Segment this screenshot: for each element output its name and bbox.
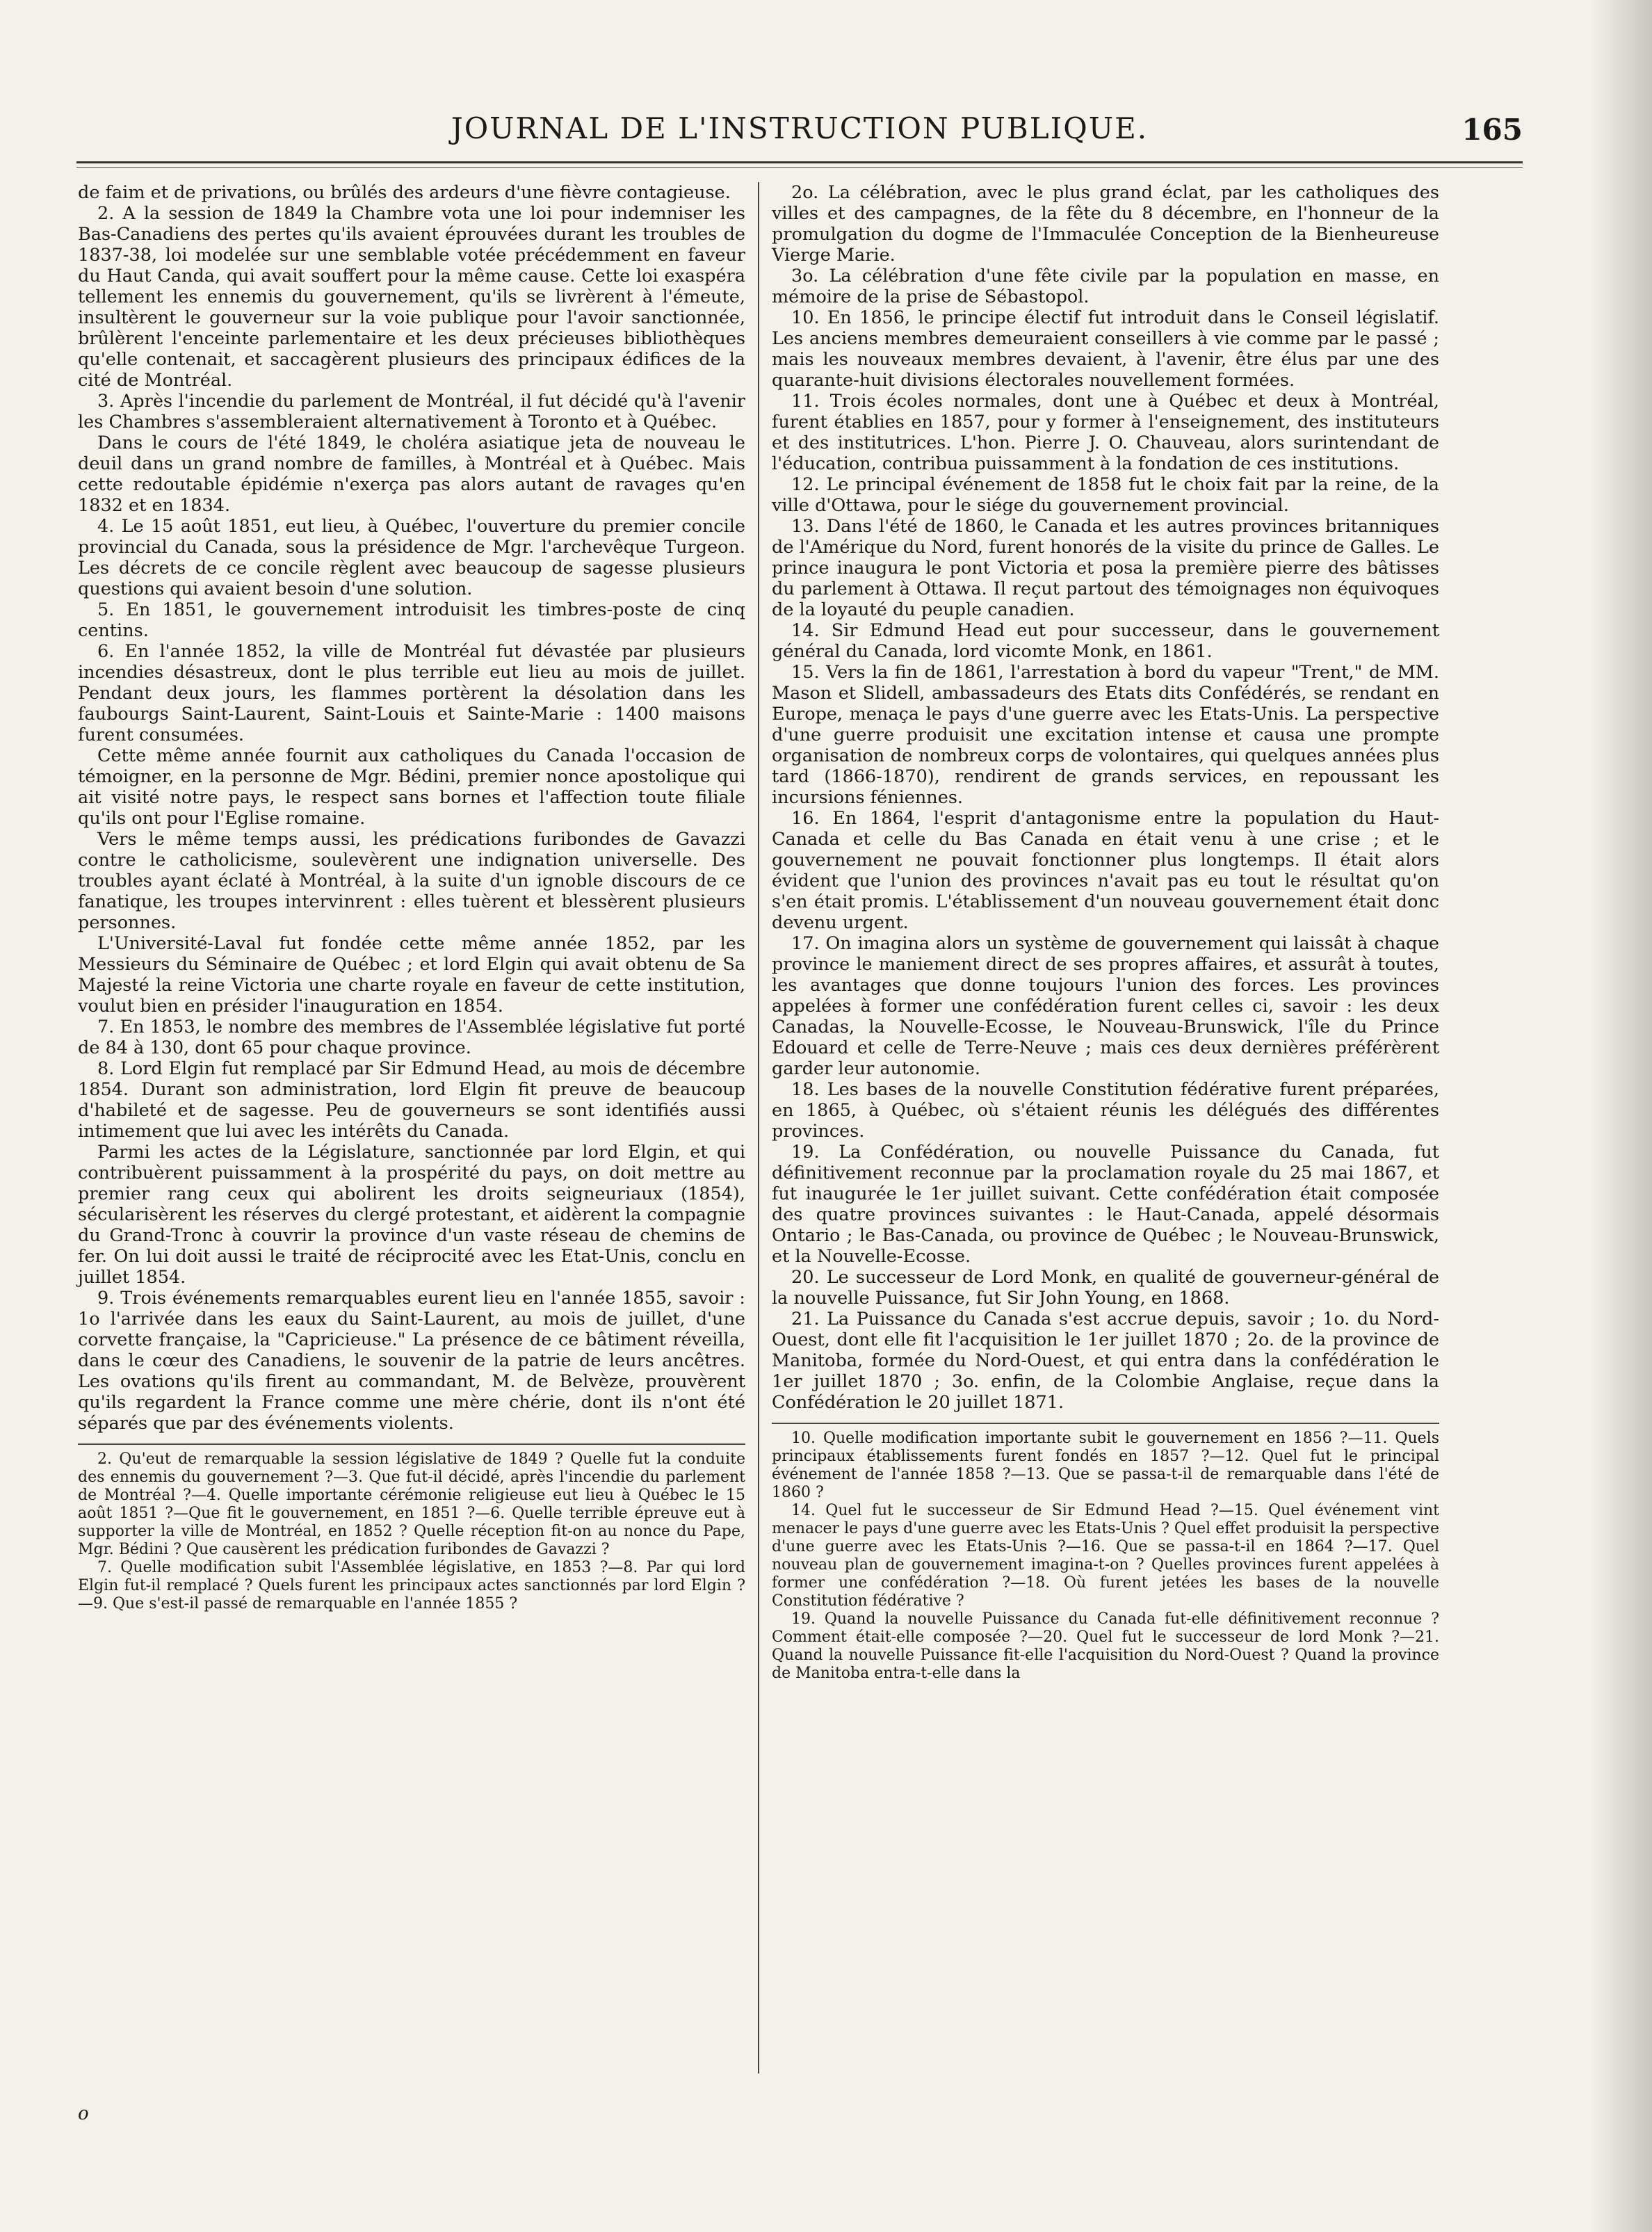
question-paragraph: 10. Quelle modification importante subit le gouvernement en 1856 ?—11. Quels principaux établissements furent fondés en 1857 ?—12. Quel fut le principal événement de l'année 1858 ?—13. Que se passa-t-il de remarquable dans l'été de 1860 ? [772,1430,1439,1501]
header-rule [76,161,1523,163]
question-paragraph: 14. Quel fut le successeur de Sir Edmund Head ?—15. Quel événement vint menacer le pays d'une guerre avec les Etats-Unis ? Quel effet produisit la perspective d'une guerre avec les Etats-Unis ?—16. Que se passa-t-il en 1864 ?—17. Quel nouveau plan de gouvernement imagina-t-on ? Quelles provinces furent appelées à former une confédération ?—18. Où furent jetées les bases de la nouvelle Constitution fédérative ? [772,1502,1439,1610]
paragraph: 15. Vers la fin de 1861, l'arrestation à bord du vapeur "Trent," de MM. Mason et Slidell, ambassadeurs des Etats dits Confédérés, se rendant en Europe, menaça le pays d'une guerre avec les Etats-Unis. La perspective d'une guerre produisit une excitation intense et causa une prompte organisation de nombreux corps de volontaires, qui quelques années plus tard (1866-1870), rendirent de grands services, en repoussant les incursions féniennes. [772,662,1439,808]
questions-block [772,1430,1439,1683]
page-edge-shadow [1589,0,1652,2232]
left-column [78,182,745,1613]
paragraph: 3o. La célébration d'une fête civile par la population en masse, en mémoire de la prise de Sébastopol. [772,266,1439,307]
paragraph: 16. En 1864, l'esprit d'antagonisme entre la population du Haut-Canada et celle du Bas Canada en était venu à une crise ; et le gouvernement ne pouvait fonctionner plus longtemps. Il était alors évident que l'union des provinces n'avait pas eu tout le résultat qu'on s'en était promis. L'établissement d'un nouveau gouvernement était donc devenu urgent. [772,808,1439,933]
journal-title: JOURNAL DE L'INSTRUCTION PUBLIQUE. [451,111,1149,145]
paragraph: Dans le cours de l'été 1849, le choléra asiatique jeta de nouveau le deuil dans un grand nombre de familles, à Montréal et à Québec. Mais cette redoutable épidémie n'exerça pas alors autant de ravages qu'en 1832 et en 1834. [78,432,745,516]
questions-block [78,1450,745,1613]
paragraph: 4. Le 15 août 1851, eut lieu, à Québec, l'ouverture du premier concile provincial du Canada, sous la présidence de Mgr. l'archevêque Turgeon. Les décrets de ce concile règlent avec beaucoup de sagesse plusieurs questions qui avaient besoin d'une solution. [78,516,745,599]
paragraph: Parmi les actes de la Législature, sanctionnée par lord Elgin, et qui contribuèrent puissamment à la prospérité du pays, on doit mettre au premier rang ceux qui abolirent les droits seigneuriaux (1854), sécularisèrent les réserves du clergé protestant, et aidèrent la compagnie du Grand-Tronc à couvrir la province d'un vaste réseau de chemins de fer. On lui doit aussi le traité de réciprocité avec les Etat-Unis, conclu en juillet 1854. [78,1142,745,1288]
page-header [76,111,1523,153]
paragraph: Vers le même temps aussi, les prédications furibondes de Gavazzi contre le catholicisme, soulevèrent une indignation universelle. Des troubles ayant éclaté à Montréal, à la suite d'un ignoble discours de ce fanatique, les troupes intervinrent : elles tuèrent et blessèrent plusieurs personnes. [78,829,745,933]
paragraph: 10. En 1856, le principe électif fut introduit dans le Conseil législatif. Les anciens membres demeuraient conseillers à vie comme par le passé ; mais les nouveaux membres devaient, à l'avenir, être élus par une des quarante-huit divisions électorales nouvellement formées. [772,307,1439,391]
paragraph: 11. Trois écoles normales, dont une à Québec et deux à Montréal, furent établies en 1857, pour y former à l'enseignement, des instituteurs et des institutrices. L'hon. Pierre J. O. Chauveau, alors surintendant de l'éducation, contribua puissamment à la fondation de ces institutions. [772,391,1439,474]
paragraph: 7. En 1853, le nombre des membres de l'Assemblée législative fut porté de 84 à 130, dont 65 pour chaque province. [78,1017,745,1058]
paragraph: L'Université-Laval fut fondée cette même année 1852, par les Messieurs du Séminaire de Québec ; et lord Elgin qui avait obtenu de Sa Majesté la reine Victoria une charte royale en faveur de cette institution, voulut bien en présider l'inauguration en 1854. [78,933,745,1017]
column-divider [758,182,759,2073]
question-paragraph: 2. Qu'eut de remarquable la session législative de 1849 ? Quelle fut la conduite des ennemis du gouvernement ?—3. Que fut-il décidé, après l'incendie du parlement de Montréal ?—4. Quelle importante cérémonie religieuse eut lieu à Québec le 15 août 1851 ?—Que fit le gouvernement, en 1851 ?—6. Quelle terrible épreuve eut à supporter la ville de Montréal, en 1852 ? Quelle réception fit-on au nonce du Pape, Mgr. Bédini ? Que causèrent les prédication furibondes de Gavazzi ? [78,1450,745,1558]
paragraph: 18. Les bases de la nouvelle Constitution fédérative furent préparées, en 1865, à Québec, où s'étaient réunis les délégués des différentes provinces. [772,1079,1439,1142]
paragraph: 13. Dans l'été de 1860, le Canada et les autres provinces britanniques de l'Amérique du Nord, furent honorés de la visite du prince de Galles. Le prince inaugura le pont Victoria et posa la première pierre des bâtisses du parlement à Ottawa. Il reçut partout des témoignages non équivoques de la loyauté du peuple canadien. [772,516,1439,620]
paragraph: 20. Le successeur de Lord Monk, en qualité de gouverneur-général de la nouvelle Puissance, fut Sir John Young, en 1868. [772,1267,1439,1309]
paragraph: 6. En l'année 1852, la ville de Montréal fut dévastée par plusieurs incendies désastreux, dont le plus terrible eut lieu au mois de juillet. Pendant deux jours, les flammes portèrent la désolation dans les faubourgs Saint-Laurent, Saint-Louis et Sainte-Marie : 1400 maisons furent consumées. [78,641,745,745]
question-paragraph: 19. Quand la nouvelle Puissance du Canada fut-elle définitivement reconnue ? Comment était-elle composée ?—20. Quel fut le successeur de lord Monk ?—21. Quand la nouvelle Puissance fit-elle l'acquisition du Nord-Ouest ? Quand la province de Manitoba entra-t-elle dans la [772,1610,1439,1682]
questions-rule [772,1423,1439,1424]
questions-rule [78,1443,745,1445]
paragraph: 8. Lord Elgin fut remplacé par Sir Edmund Head, au mois de décembre 1854. Durant son administration, lord Elgin fit preuve de beaucoup d'habileté et de sagesse. Peu de gouverneurs se sont identifiés aussi intimement que lui avec les intérêts du Canada. [78,1058,745,1142]
header-rule-thin [76,167,1523,168]
paragraph: 21. La Puissance du Canada s'est accrue depuis, savoir ; 1o. du Nord-Ouest, dont elle fit l'acquisition le 1er juillet 1870 ; 2o. de la province de Manitoba, formée du Nord-Ouest, et qui entra dans la confédération le 1er juillet 1870 ; 3o. enfin, de la Colombie Anglaise, reçue dans la Confédération le 20 juillet 1871. [772,1309,1439,1413]
paragraph: 5. En 1851, le gouvernement introduisit les timbres-poste de cinq centins. [78,599,745,641]
paragraph: 19. La Confédération, ou nouvelle Puissance du Canada, fut définitivement reconnue par la proclamation royale du 25 mai 1867, et fut inaugurée le 1er juillet suivant. Cette confédération était composée des quatre provinces suivantes : le Haut-Canada, appelé désormais Ontario ; le Bas-Canada, ou province de Québec ; le Nouveau-Brunswick, et la Nouvelle-Ecosse. [772,1142,1439,1267]
footer-mark: o [78,2103,89,2124]
paragraph: de faim et de privations, ou brûlés des ardeurs d'une fièvre contagieuse. [78,182,731,203]
paragraph: 12. Le principal événement de 1858 fut le choix fait par la reine, de la ville d'Ottawa, pour le siége du gouvernement provincial. [772,474,1439,516]
question-paragraph: 7. Quelle modification subit l'Assemblée législative, en 1853 ?—8. Par qui lord Elgin fut-il remplacé ? Quels furent les principaux actes sanctionnés par lord Elgin ?—9. Que s'est-il passé de remarquable en l'année 1855 ? [78,1559,745,1612]
paragraph: 2. A la session de 1849 la Chambre vota une loi pour indemniser les Bas-Canadiens des pertes qu'ils avaient éprouvées durant les troubles de 1837-38, loi modelée sur une semblable votée précédemment en faveur du Haut Canda, qui avait souffert pour la même cause. Cette loi exaspéra tellement les ennemis du gouvernement, qu'ils se livrèrent à l'émeute, insultèrent le gouverneur sur la voie publique pour l'avoir sanctionnée, brûlèrent l'enceinte parlementaire et les deux précieuses bibliothèques qu'elle contenait, et saccagèrent plusieurs des principaux édifices de la cité de Montréal. [78,203,745,391]
right-column [772,182,1439,1683]
paragraph: 9. Trois événements remarquables eurent lieu en l'année 1855, savoir : 1o l'arrivée dans les eaux du Saint-Laurent, au mois de juillet, d'une corvette française, la "Capricieuse." La présence de ce bâtiment réveilla, dans le cœur des Canadiens, le souvenir de la patrie de leurs ancêtres. Les ovations qu'ils firent au commandant, M. de Belvèze, prouvèrent qu'ils regardent la France comme une mère chérie, dont ils n'ont été séparés que par des événements violents. [78,1288,745,1434]
paragraph: 2o. La célébration, avec le plus grand éclat, par les catholiques des villes et des campagnes, de la fête du 8 décembre, en l'honneur de la promulgation du dogme de l'Immaculée Conception de la Bienheureuse Vierge Marie. [772,182,1439,266]
paragraph: 3. Après l'incendie du parlement de Montréal, il fut décidé qu'à l'avenir les Chambres s'assembleraient alternativement à Toronto et à Québec. [78,391,745,432]
paragraph: Cette même année fournit aux catholiques du Canada l'occasion de témoigner, en la personne de Mgr. Bédini, premier nonce apostolique qui ait visité notre pays, le respect sans bornes et l'affection toute filiale qu'ils ont pour l'Eglise romaine. [78,745,745,829]
page-number: 165 [1461,113,1523,147]
paragraph: 14. Sir Edmund Head eut pour successeur, dans le gouvernement général du Canada, lord vicomte Monk, en 1861. [772,620,1439,662]
paragraph: 17. On imagina alors un système de gouvernement qui laissât à chaque province le maniement direct de ses propres affaires, et assurât à toutes, les avantages que donne toujours l'union des forces. Les provinces appelées à former une confédération furent celles ci, savoir : les deux Canadas, la Nouvelle-Ecosse, le Nouveau-Brunswick, l'île du Prince Edouard et celle de Terre-Neuve ; mais ces deux dernières préférèrent garder leur autonomie. [772,933,1439,1079]
